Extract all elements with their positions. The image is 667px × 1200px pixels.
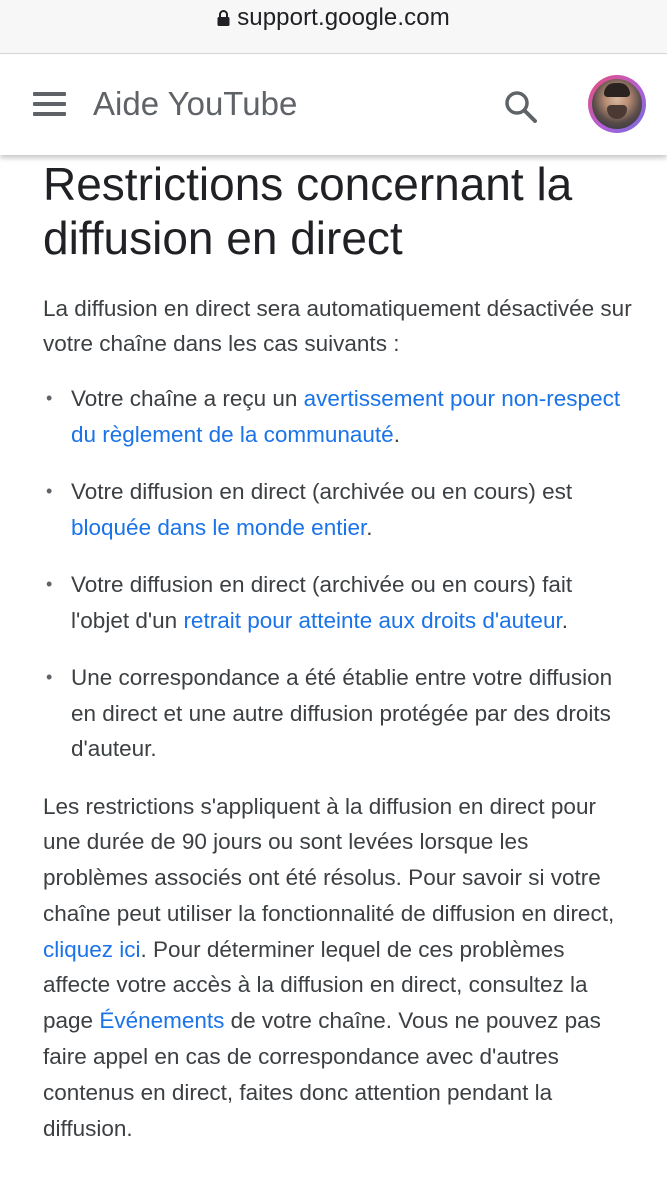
community-guidelines-strike-link[interactable]: avertissement pour non-respect du règlement de la communauté xyxy=(71,386,621,447)
browser-url-bar[interactable] xyxy=(0,0,667,54)
search-icon[interactable] xyxy=(502,88,542,128)
list-item: • Votre diffusion en direct (archivée ou en cours) est bloquée dans le monde entier. xyxy=(43,474,633,545)
url-wrap xyxy=(217,4,450,32)
events-page-link[interactable]: Événements xyxy=(99,1008,225,1034)
account-avatar[interactable] xyxy=(588,75,646,133)
bullet-icon: • xyxy=(46,388,53,408)
bullet-icon: • xyxy=(46,574,53,594)
app-title[interactable]: Aide YouTube xyxy=(93,85,298,122)
page-title: Restrictions concernant la diffusion en direct xyxy=(43,158,573,264)
menu-icon[interactable] xyxy=(33,92,67,118)
click-here-link[interactable]: cliquez ici xyxy=(43,936,141,962)
restriction-list xyxy=(43,381,633,767)
copyright-takedown-link[interactable]: retrait pour atteinte aux droits d'auteur xyxy=(183,607,562,633)
list-item: • Une correspondance a été établie entre votre diffusion en direct et une autre diffusion protégée par des droits d'auteur. xyxy=(43,660,633,767)
restrictions-paragraph: Les restrictions s'appliquent à la diffusion en direct pour une durée de 90 jours ou sont levées lorsque les problèmes associés ont été résolus. Pour savoir si votre chaîne peut utiliser la fonctionnalité de diffusion en direct, cliquez ici. Pour déterminer lequel de ces problèmes affecte votre accès à la diffusion en direct, consultez la page Événements de votre chaîne. Vous ne pouvez pas faire appel en cas de correspondance avec d'autres contenus en direct, faites donc attention pendant la diffusion. xyxy=(43,793,615,1141)
lock-icon xyxy=(217,10,230,26)
bullet-icon: • xyxy=(46,481,53,501)
list-item: • Votre diffusion en direct (archivée ou en cours) fait l'objet d'un retrait pour atteinte aux droits d'auteur. xyxy=(43,567,633,638)
blocked-worldwide-link[interactable]: bloquée dans le monde entier xyxy=(71,514,367,540)
avatar-photo xyxy=(592,79,642,129)
bullet-icon: • xyxy=(46,667,53,687)
list-item: • Votre chaîne a reçu un avertissement pour non-respect du règlement de la communauté. xyxy=(43,381,633,452)
article-content xyxy=(43,155,633,1146)
intro-text: La diffusion en direct sera automatiquement désactivée sur votre chaîne dans les cas suivants : xyxy=(43,296,632,356)
url-text[interactable]: support.google.com xyxy=(237,4,450,31)
app-header xyxy=(0,55,667,155)
